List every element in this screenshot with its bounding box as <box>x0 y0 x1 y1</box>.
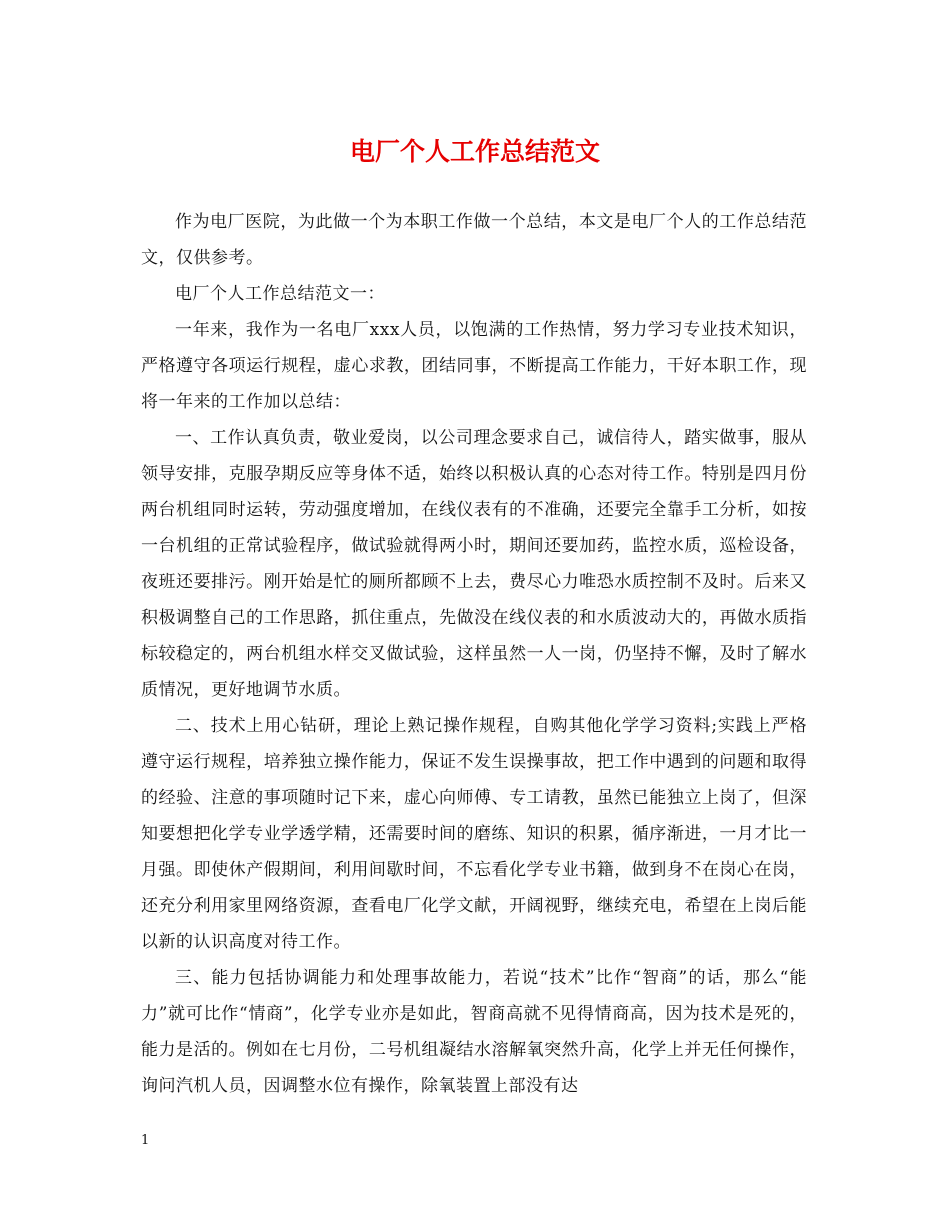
paragraph-point-one: 一、工作认真负责，敬业爱岗，以公司理念要求自己，诚信待人，踏实做事，服从领导安排，克服孕期反应等身体不适，始终以积极认真的心态对待工作。特别是四月份两台机组同时运转，劳动强度增加，在线仪表有的不准确，还要完全靠手工分析，如按一台机组的正常试验程序，做试验就得两小时，期间还要加药，监控水质，巡检设备，夜班还要排污。刚开始是忙的厕所都顾不上去，费尽心力唯恐水质控制不及时。后来又积极调整自己的工作思路，抓住重点，先做没在线仪表的和水质波动大的，再做水质指标较稳定的，两台机组水样交叉做试验，这样虽然一人一岗，仍坚持不懈，及时了解水质情况，更好地调节水质。 <box>141 428 807 700</box>
paragraph-section-heading: 电厂个人工作总结范文一： <box>175 284 385 304</box>
page-number: 1 <box>141 1133 150 1148</box>
page-title: 电厂个人工作总结范文 <box>349 137 600 166</box>
document-body <box>141 204 807 1104</box>
paragraph-intro: 作为电厂医院，为此做一个为本职工作做一个总结，本文是电厂个人的工作总结范文，仅供参考。 <box>141 212 807 268</box>
paragraph-point-three: 三、能力包括协调能力和处理事故能力，若说“技术”比作“智商”的话，那么“能力”就可比作“情商”，化学专业亦是如此，智商高就不见得情商高，因为技术是死的，能力是活的。例如在七月份，二号机组凝结水溶解氧突然升高，化学上并无任何操作，询问汽机人员，因调整水位有操作，除氧装置上部没有达 <box>141 968 807 1096</box>
paragraph-opening: 一年来，我作为一名电厂xxx人员，以饱满的工作热情，努力学习专业技术知识，严格遵守各项运行规程，虚心求教，团结同事，不断提高工作能力，干好本职工作，现将一年来的工作加以总结： <box>141 320 807 412</box>
paragraph-point-two: 二、技术上用心钻研，理论上熟记操作规程，自购其他化学学习资料;实践上严格遵守运行规程，培养独立操作能力，保证不发生误操事故，把工作中遇到的问题和取得的经验、注意的事项随时记下来，虚心向师傅、专工请教，虽然已能独立上岗了，但深知要想把化学专业学透学精，还需要时间的磨练、知识的积累，循序渐进，一月才比一月强。即使休产假期间，利用间歇时间，不忘看化学专业书籍，做到身不在岗心在岗，还充分利用家里网络资源，查看电厂化学文献，开阔视野，继续充电，希望在上岗后能以新的认识高度对待工作。 <box>141 716 807 952</box>
